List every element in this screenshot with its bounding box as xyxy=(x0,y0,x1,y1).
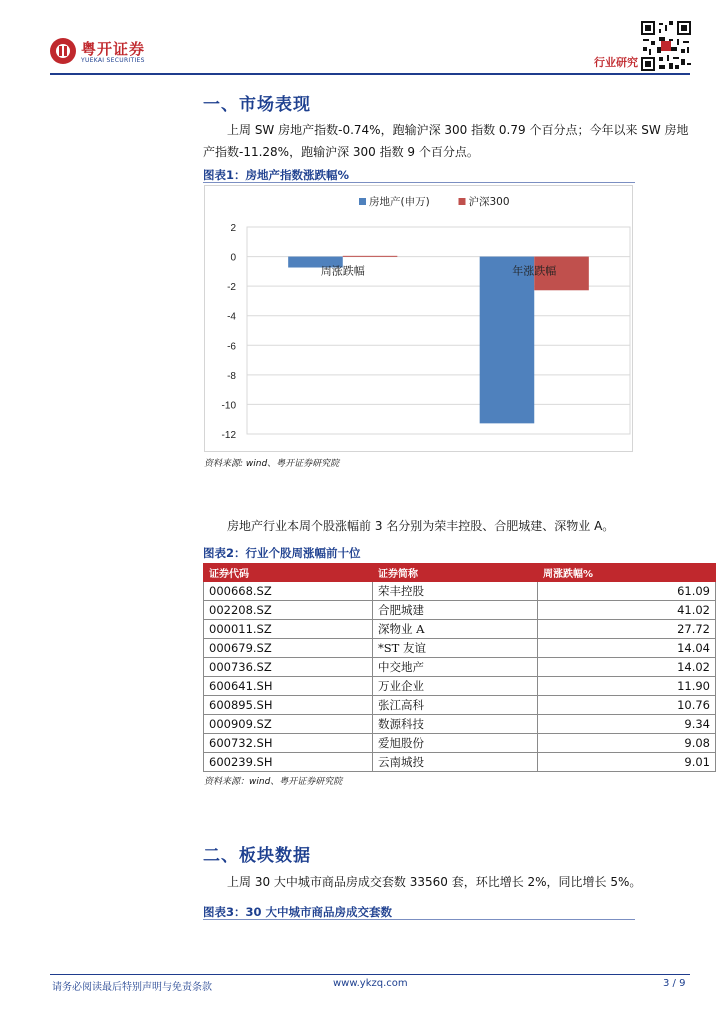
y-tick-label: -6 xyxy=(227,341,236,353)
legend-label: 沪深300 xyxy=(468,196,510,208)
header-divider xyxy=(50,73,690,75)
stock-code-cell: 600641.SH xyxy=(204,677,373,696)
column-header-name: 证券简称 xyxy=(373,564,538,582)
weekly-change-cell: 9.34 xyxy=(538,715,716,734)
stock-code-cell: 000679.SZ xyxy=(204,639,373,658)
figure1-title-rule xyxy=(203,182,635,183)
figure3-title-rule xyxy=(203,919,635,920)
table-row xyxy=(204,734,716,753)
bar xyxy=(343,256,398,257)
stock-code-cell: 600895.SH xyxy=(204,696,373,715)
index-change-chart xyxy=(204,185,633,452)
table-row xyxy=(204,639,716,658)
stock-code-cell: 600732.SH xyxy=(204,734,373,753)
brand-name-english: YUEKAI SECURITIES xyxy=(81,57,145,64)
top-gainers-table xyxy=(203,563,716,772)
table-row xyxy=(204,601,716,620)
page-number: 3 / 9 xyxy=(663,978,686,989)
figure1-source: 资料来源: wind、粤开证券研究院 xyxy=(204,459,340,469)
section-title-sector: 二、板块数据 xyxy=(203,846,311,866)
top-stocks-paragraph: 房地产行业本周个股涨幅前 3 名分别为荣丰控股、合肥城建、深物业 A。 xyxy=(227,519,615,533)
table-row xyxy=(204,677,716,696)
figure1-title: 图表1：房地产指数涨跌幅% xyxy=(203,168,350,182)
table-row xyxy=(204,582,716,601)
weekly-change-cell: 41.02 xyxy=(538,601,716,620)
market-summary-paragraph: 上周 SW 房地产指数-0.74%，跑输沪深 300 指数 0.79 个百分点；今年以来 SW 房地产指数-11.28%，跑输沪深 300 指数 9 个百分点。 xyxy=(203,123,689,159)
stock-name-cell: 云南城投 xyxy=(373,753,538,772)
y-tick-label: -2 xyxy=(227,282,236,294)
stock-name-cell: 中交地产 xyxy=(373,658,538,677)
stock-name-cell: *ST 友谊 xyxy=(373,639,538,658)
weekly-change-cell: 14.04 xyxy=(538,639,716,658)
weekly-change-cell: 11.90 xyxy=(538,677,716,696)
table-row xyxy=(204,696,716,715)
y-tick-label: 0 xyxy=(230,252,236,264)
report-type: 行业研究 xyxy=(594,56,638,69)
stock-code-cell: 000736.SZ xyxy=(204,658,373,677)
weekly-change-cell: 14.02 xyxy=(538,658,716,677)
figure3-title: 图表3：30 大中城市商品房成交套数 xyxy=(203,905,393,919)
stock-code-cell: 000011.SZ xyxy=(204,620,373,639)
legend-swatch xyxy=(359,198,366,205)
legend-swatch xyxy=(459,198,466,205)
weekly-change-cell: 10.76 xyxy=(538,696,716,715)
column-header-change: 周涨跌幅% xyxy=(538,564,716,582)
table-row xyxy=(204,658,716,677)
stock-name-cell: 合肥城建 xyxy=(373,601,538,620)
stock-code-cell: 002208.SZ xyxy=(204,601,373,620)
x-category-label: 年涨跌幅 xyxy=(512,264,557,278)
section-title-market: 一、市场表现 xyxy=(203,95,311,115)
stock-name-cell: 万业企业 xyxy=(373,677,538,696)
figure2-source: 资料来源：wind、粤开证券研究院 xyxy=(204,777,343,787)
table-header-row xyxy=(204,564,716,582)
y-tick-label: -8 xyxy=(227,370,236,382)
x-category-label: 周涨跌幅 xyxy=(320,264,365,278)
weekly-change-cell: 9.01 xyxy=(538,753,716,772)
footer-divider xyxy=(50,974,690,975)
table-row xyxy=(204,753,716,772)
company-logo-icon xyxy=(50,38,76,64)
table-row xyxy=(204,715,716,734)
stock-code-cell: 600239.SH xyxy=(204,753,373,772)
sector-summary-paragraph: 上周 30 大中城市商品房成交套数 33560 套，环比增长 2%，同比增长 5%。 xyxy=(227,875,642,889)
footer-website-link[interactable]: www.ykzq.com xyxy=(333,978,408,989)
figure2-title: 图表2：行业个股周涨幅前十位 xyxy=(203,546,361,560)
bar xyxy=(480,257,535,424)
weekly-change-cell: 27.72 xyxy=(538,620,716,639)
table-body xyxy=(204,582,716,772)
stock-name-cell: 张江高科 xyxy=(373,696,538,715)
y-tick-label: -4 xyxy=(227,311,236,323)
stock-name-cell: 荣丰控股 xyxy=(373,582,538,601)
column-header-code: 证券代码 xyxy=(204,564,373,582)
stock-name-cell: 爱旭股份 xyxy=(373,734,538,753)
y-tick-label: 2 xyxy=(230,223,236,234)
stock-code-cell: 000909.SZ xyxy=(204,715,373,734)
brand-name: 粤开证券 xyxy=(81,40,146,58)
weekly-change-cell: 61.09 xyxy=(538,582,716,601)
qr-code-icon xyxy=(641,21,691,71)
weekly-change-cell: 9.08 xyxy=(538,734,716,753)
index-change-chart-svg xyxy=(205,186,632,451)
stock-name-cell: 数源科技 xyxy=(373,715,538,734)
stock-code-cell: 000668.SZ xyxy=(204,582,373,601)
legend-label: 房地产(申万) xyxy=(369,196,430,208)
footer-disclaimer: 请务必阅读最后特别声明与免责条款 xyxy=(52,982,212,993)
y-tick-label: -10 xyxy=(221,400,236,412)
stock-name-cell: 深物业 A xyxy=(373,620,538,639)
table-row xyxy=(204,620,716,639)
y-tick-label: -12 xyxy=(221,430,236,441)
